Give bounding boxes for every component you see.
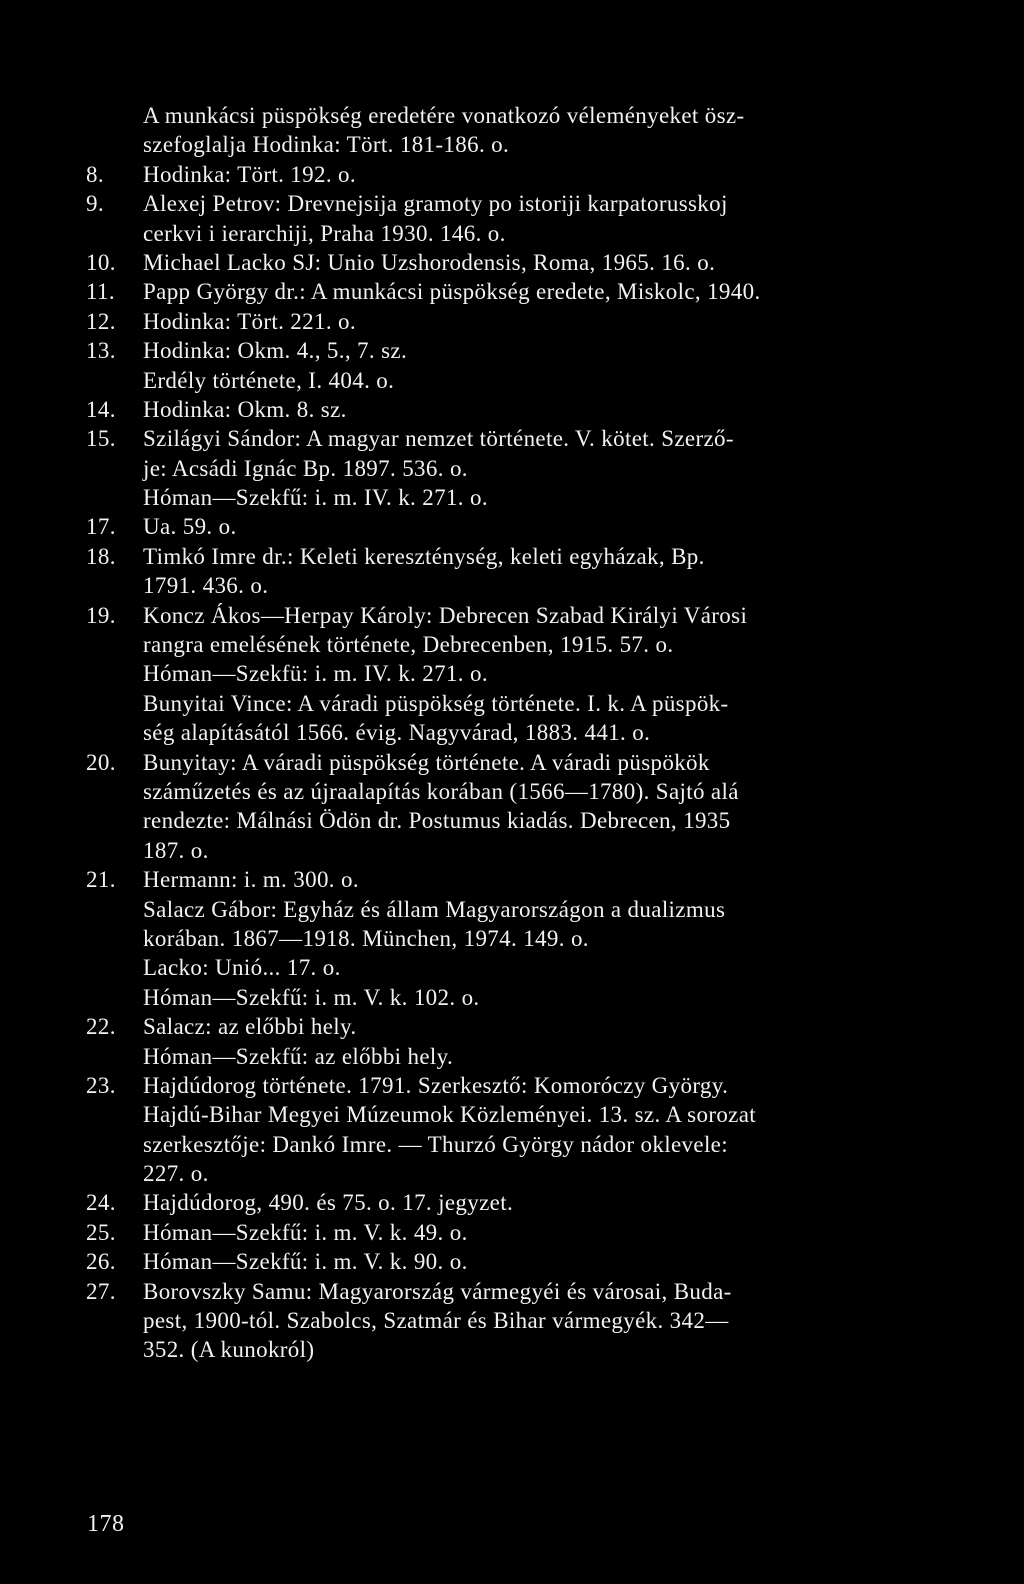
footnote-text: Lacko: Unió... 17. o. <box>143 955 341 981</box>
footnote-text: Salacz Gábor: Egyház és állam Magyarországon a dualizmus <box>143 896 726 922</box>
footnote-text: Hajdúdorog története. 1791. Szerkesztő: Komoróczy György. <box>143 1072 729 1098</box>
footnote-number <box>86 659 143 688</box>
footnote-text: 227. o. <box>143 1161 209 1187</box>
footnote-line <box>86 865 994 894</box>
footnote-line <box>86 953 994 982</box>
footnote-line <box>86 1071 994 1100</box>
footnote-number <box>86 366 143 395</box>
footnote-text: szerkesztője: Dankó Imre. — Thurzó György nádor oklevele: <box>143 1131 728 1157</box>
footnote-text: Hodinka: Tört. 221. o. <box>143 308 356 334</box>
footnote-line <box>86 277 994 306</box>
footnote-line <box>86 483 994 512</box>
footnote-text: Ua. 59. o. <box>143 514 237 540</box>
footnote-line <box>86 689 994 718</box>
footnote-line <box>86 659 994 688</box>
footnote-line <box>86 248 994 277</box>
footnote-text: Salacz: az előbbi hely. <box>143 1014 357 1040</box>
footnote-number <box>86 1306 143 1335</box>
footnote-text: Hermann: i. m. 300. o. <box>143 867 359 893</box>
footnote-line <box>86 101 994 130</box>
footnote-number <box>86 101 143 130</box>
footnote-number: 10. <box>86 249 116 275</box>
footnote-line <box>86 718 994 747</box>
footnote-number <box>86 924 143 953</box>
footnote-line <box>86 424 994 453</box>
footnote-number <box>86 1130 143 1159</box>
footnote-line <box>86 895 994 924</box>
footnote-line <box>86 307 994 336</box>
footnote-text: 187. o. <box>143 837 209 863</box>
footnote-line <box>86 512 994 541</box>
footnote-text: Borovszky Samu: Magyarország vármegyéi és városai, Buda- <box>143 1278 732 1304</box>
footnote-number <box>86 454 143 483</box>
footnote-line <box>86 983 994 1012</box>
footnote-line <box>86 366 994 395</box>
footnote-number: 24. <box>86 1190 116 1216</box>
footnote-number <box>86 983 143 1012</box>
footnote-number <box>86 1100 143 1129</box>
footnote-text: Hóman—Szekfű: i. m. V. k. 102. o. <box>143 984 480 1010</box>
footnote-text: Bunyitay: A váradi püspökség története. A váradi püspökök <box>143 749 710 775</box>
footnote-number <box>86 777 143 806</box>
footnote-line <box>86 1012 994 1041</box>
footnote-line <box>86 601 994 630</box>
footnote-number <box>86 836 143 865</box>
footnote-line <box>86 1335 994 1364</box>
footnote-line <box>86 1042 994 1071</box>
footnote-number: 8. <box>86 161 104 187</box>
footnote-line <box>86 1247 994 1276</box>
footnote-number <box>86 1335 143 1364</box>
footnote-text: Hóman—Szekfü: i. m. IV. k. 271. o. <box>143 661 488 687</box>
footnotes-list <box>86 101 994 1365</box>
footnote-text: pest, 1900-tól. Szabolcs, Szatmár és Bihar vármegyék. 342— <box>143 1308 729 1334</box>
footnote-text: száműzetés és az újraalapítás korában (1566—1780). Sajtó alá <box>143 778 739 804</box>
footnote-number <box>86 1042 143 1071</box>
footnote-line <box>86 336 994 365</box>
footnote-text: Erdély története, I. 404. o. <box>143 367 395 393</box>
footnote-text: Koncz Ákos—Herpay Károly: Debrecen Szabad Királyi Városi <box>143 602 748 628</box>
footnote-number: 19. <box>86 602 116 628</box>
footnote-text: korában. 1867—1918. München, 1974. 149. o. <box>143 925 589 951</box>
footnote-number: 27. <box>86 1278 116 1304</box>
footnote-line <box>86 1130 994 1159</box>
footnote-text: Hóman—Szekfű: i. m. IV. k. 271. o. <box>143 485 488 511</box>
footnote-line <box>86 630 994 659</box>
footnote-text: Bunyitai Vince: A váradi püspökség története. I. k. A püspök- <box>143 690 729 716</box>
footnote-text: Hóman—Szekfű: i. m. V. k. 49. o. <box>143 1219 468 1245</box>
footnote-line <box>86 571 994 600</box>
footnote-number <box>86 1159 143 1188</box>
footnote-text: rendezte: Málnási Ödön dr. Postumus kiadás. Debrecen, 1935 <box>143 808 731 834</box>
footnote-text: A munkácsi püspökség eredetére vonatkozó véleményeket ösz- <box>143 103 745 128</box>
footnote-line <box>86 542 994 571</box>
footnote-number <box>86 571 143 600</box>
footnote-number: 23. <box>86 1072 116 1098</box>
footnote-text: szefoglalja Hodinka: Tört. 181-186. o. <box>143 132 510 158</box>
footnote-line <box>86 1188 994 1217</box>
footnote-text: rangra emelésének története, Debrecenben, 1915. 57. o. <box>143 632 674 658</box>
footnote-line <box>86 1100 994 1129</box>
footnote-number <box>86 895 143 924</box>
footnote-text: Hóman—Szekfű: i. m. V. k. 90. o. <box>143 1249 468 1275</box>
footnote-text: Hajdúdorog, 490. és 75. o. 17. jegyzet. <box>143 1190 514 1216</box>
footnote-line <box>86 1218 994 1247</box>
footnote-line <box>86 160 994 189</box>
footnote-line <box>86 1277 994 1306</box>
page-number: 178 <box>87 1511 125 1537</box>
footnote-text: Hodinka: Okm. 8. sz. <box>143 396 347 422</box>
footnote-number: 14. <box>86 396 116 422</box>
footnote-text: 1791. 436. o. <box>143 573 269 599</box>
footnote-line <box>86 395 994 424</box>
footnote-line <box>86 836 994 865</box>
footnote-number: 13. <box>86 338 116 364</box>
footnote-line <box>86 806 994 835</box>
footnote-number: 15. <box>86 426 116 452</box>
footnote-line <box>86 748 994 777</box>
footnote-text: Hodinka: Tört. 192. o. <box>143 161 356 187</box>
footnote-number: 12. <box>86 308 116 334</box>
footnote-number <box>86 630 143 659</box>
footnote-text: cerkvi i ierarchiji, Praha 1930. 146. o. <box>143 220 506 246</box>
footnote-number <box>86 953 143 982</box>
footnote-line <box>86 189 994 218</box>
footnote-number: 9. <box>86 191 104 217</box>
footnote-line <box>86 219 994 248</box>
footnote-number: 21. <box>86 867 116 893</box>
footnote-number: 11. <box>86 279 115 305</box>
footnote-number <box>86 130 143 159</box>
footnote-number <box>86 483 143 512</box>
footnote-text: 352. (A kunokról) <box>143 1337 315 1363</box>
footnote-number <box>86 806 143 835</box>
footnote-text: Szilágyi Sándor: A magyar nemzet története. V. kötet. Szerző- <box>143 426 734 452</box>
footnote-text: Alexej Petrov: Drevnejsija gramoty po istoriji karpatorusskoj <box>143 191 728 217</box>
footnote-number <box>86 219 143 248</box>
footnote-line <box>86 777 994 806</box>
footnote-text: Hajdú-Bihar Megyei Múzeumok Közleményei. 13. sz. A sorozat <box>143 1102 757 1128</box>
footnote-text: ség alapításától 1566. évig. Nagyvárad, 1883. 441. o. <box>143 720 651 746</box>
footnote-text: Hodinka: Okm. 4., 5., 7. sz. <box>143 338 408 364</box>
footnote-number <box>86 689 143 718</box>
footnote-line <box>86 924 994 953</box>
footnote-number: 26. <box>86 1249 116 1275</box>
footnote-number: 22. <box>86 1014 116 1040</box>
footnote-line <box>86 454 994 483</box>
footnote-number <box>86 718 143 747</box>
footnote-text: Michael Lacko SJ: Unio Uzshorodensis, Roma, 1965. 16. o. <box>143 249 716 275</box>
footnote-line <box>86 130 994 159</box>
footnote-number: 20. <box>86 749 116 775</box>
footnote-number: 18. <box>86 543 116 569</box>
footnote-line <box>86 1159 994 1188</box>
footnote-text: Papp György dr.: A munkácsi püspökség eredete, Miskolc, 1940. <box>143 279 761 305</box>
footnote-number: 17. <box>86 514 116 540</box>
footnote-text: Timkó Imre dr.: Keleti kereszténység, keleti egyházak, Bp. <box>143 543 705 569</box>
footnote-text: Hóman—Szekfű: az előbbi hely. <box>143 1043 454 1069</box>
footnote-number: 25. <box>86 1219 116 1245</box>
footnote-text: je: Acsádi Ignác Bp. 1897. 536. o. <box>143 455 468 481</box>
footnote-line <box>86 1306 994 1335</box>
